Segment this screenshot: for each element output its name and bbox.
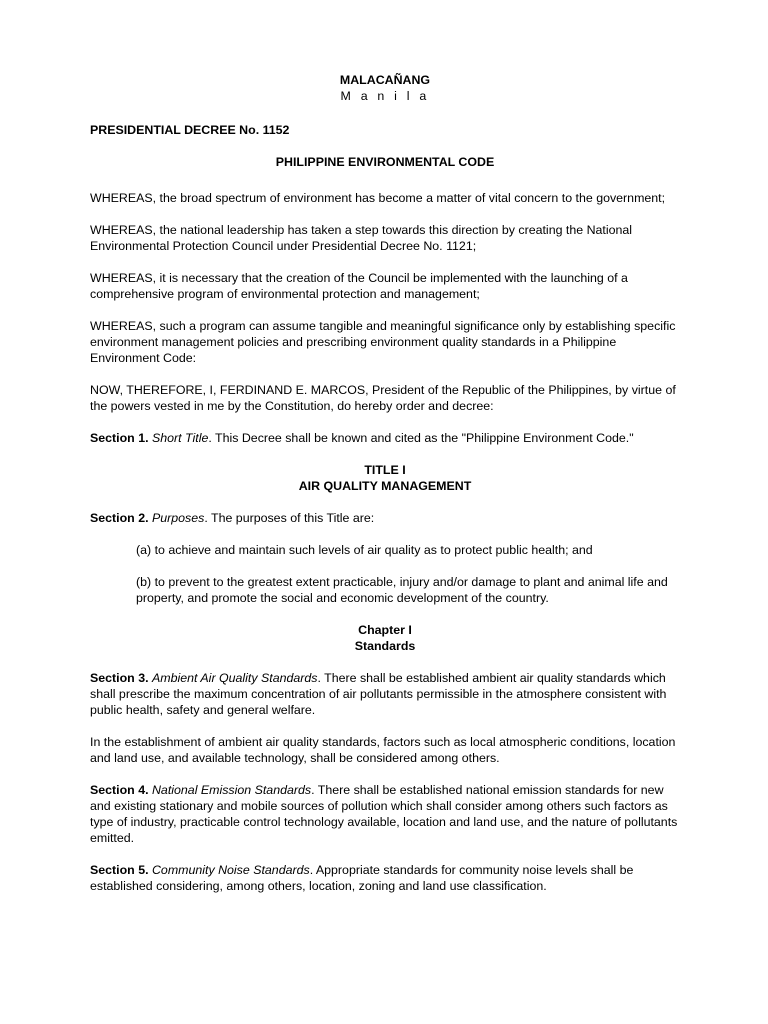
section-5-heading: Community Noise Standards <box>151 863 310 877</box>
section-4-label: Section 4. <box>90 783 149 797</box>
whereas-paragraph-3: WHEREAS, it is necessary that the creation of the Council be implemented with the launching of a comprehensive program of environmental protection and management; <box>90 271 628 301</box>
section-1-label: Section 1. <box>90 431 149 445</box>
section-2-heading: Purposes <box>151 511 205 525</box>
section-5 <box>90 862 680 894</box>
section-1-text: . This Decree shall be known and cited as the "Philippine Environment Code." <box>208 431 634 445</box>
chapter-1-name: Standards <box>354 639 416 653</box>
section-4-heading: National Emission Standards <box>151 783 312 797</box>
title-1-number: TITLE I <box>364 463 406 477</box>
decree-number: PRESIDENTIAL DECREE No. 1152 <box>90 123 290 137</box>
whereas-paragraph-4: WHEREAS, such a program can assume tangible and meaningful significance only by establishing specific environment management policies and prescribing environment quality standards in a Philippine Environment Code: <box>90 319 676 365</box>
now-therefore-paragraph: NOW, THEREFORE, I, FERDINAND E. MARCOS, President of the Republic of the Philippines, by virtue of the powers vested in me by the Constitution, do hereby order and decree: <box>90 383 676 413</box>
section-2-text: . The purposes of this Title are: <box>204 511 375 525</box>
code-title: PHILIPPINE ENVIRONMENTAL CODE <box>275 155 495 169</box>
section-4 <box>90 782 680 846</box>
section-4-text: . There shall be established national emission standards for new and existing stationary and mobile sources of pollution which shall consider among others such factors as type of industry, practicable control technology available, location and land use, and the nature of pollutants emitted. <box>90 783 678 845</box>
city-heading: M a n i l a <box>340 89 430 103</box>
section-3 <box>90 670 680 718</box>
section-5-label: Section 5. <box>90 863 149 877</box>
section-5-text: . Appropriate standards for community noise levels shall be established considering, among others, location, zoning and land use classification. <box>90 863 634 893</box>
title-1-name: AIR QUALITY MANAGEMENT <box>298 479 472 493</box>
section-2-label: Section 2. <box>90 511 149 525</box>
section-3-paragraph-2: In the establishment of ambient air quality standards, factors such as local atmospheric conditions, location and land use, and available technology, shall be considered among others. <box>90 735 676 765</box>
whereas-paragraph-2: WHEREAS, the national leadership has taken a step towards this direction by creating the National Environmental Protection Council under Presidential Decree No. 1121; <box>90 223 633 253</box>
office-heading: MALACAÑANG <box>339 73 431 87</box>
section-2 <box>90 510 680 526</box>
chapter-1-number: Chapter I <box>358 623 412 637</box>
section-1 <box>90 430 680 446</box>
section-1-heading: Short Title <box>151 431 209 445</box>
section-3-label: Section 3. <box>90 671 149 685</box>
whereas-paragraph-1: WHEREAS, the broad spectrum of environment has become a matter of vital concern to the government; <box>90 191 666 205</box>
section-3-heading: Ambient Air Quality Standards <box>151 671 318 685</box>
section-2-item-b: (b) to prevent to the greatest extent practicable, injury and/or damage to plant and animal life and property, and promote the social and economic development of the country. <box>136 575 668 605</box>
document-page <box>90 72 680 894</box>
section-2-item-a: (a) to achieve and maintain such levels of air quality as to protect public health; and <box>136 543 593 557</box>
section-3-text: . There shall be established ambient air quality standards which shall prescribe the maximum concentration of air pollutants permissible in the atmosphere consistent with public health, safety and general welfare. <box>90 671 667 717</box>
